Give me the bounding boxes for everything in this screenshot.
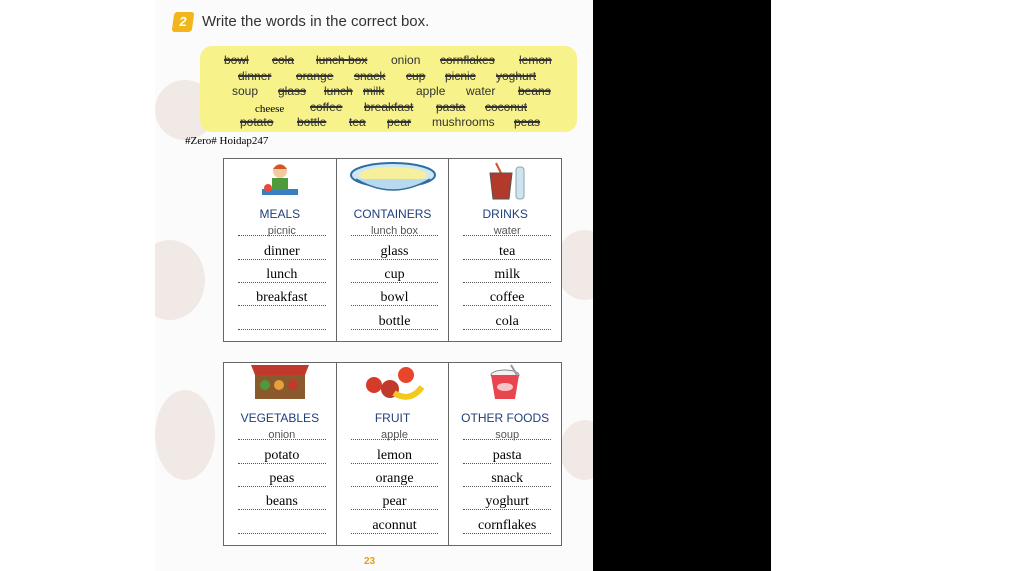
category-table-top: [223, 158, 562, 342]
example-line: [351, 223, 439, 236]
left-margin: [0, 0, 155, 571]
word-item: cornflakes: [440, 53, 495, 67]
word-item: apple: [416, 84, 446, 98]
right-margin: [771, 0, 1024, 571]
answer-text: cup: [384, 267, 405, 282]
word-item: peas: [514, 115, 541, 129]
boy-eating-icon: [258, 161, 302, 201]
example-line: [238, 223, 326, 236]
answer-text: glass: [380, 244, 409, 259]
word-item: coconut: [485, 100, 528, 114]
example-word: lunch box: [370, 225, 419, 237]
category-column-vegetables: [224, 363, 337, 545]
answer-text: peas: [269, 471, 295, 486]
background-bowl-shape: [155, 240, 205, 320]
word-item: pear: [387, 115, 412, 129]
answer-line: [351, 471, 439, 487]
category-title: MEALS: [259, 207, 301, 221]
word-item: breakfast: [364, 100, 414, 114]
answer-line: [463, 471, 551, 487]
answer-text: aconnut: [372, 518, 417, 533]
word-item: lunch: [324, 84, 353, 98]
word-item: orange: [296, 69, 334, 83]
word-item: mushrooms: [432, 115, 495, 129]
answer-line: [238, 317, 326, 330]
answer-text: milk: [494, 267, 521, 282]
answer-line: [351, 518, 439, 534]
answer-line: [351, 314, 439, 330]
answer-line: [351, 267, 439, 283]
category-column-meals: [224, 159, 337, 341]
word-item: coffee: [310, 100, 343, 114]
answer-line: [463, 314, 551, 330]
example-word: picnic: [267, 225, 296, 237]
answer-text: snack: [491, 471, 524, 486]
example-line: [463, 427, 551, 440]
handwritten-note: cheese: [255, 103, 285, 115]
answer-text: lunch: [266, 267, 298, 282]
watermark: #Zero# Hoidap247: [185, 135, 269, 147]
answer-text: coffee: [489, 290, 525, 305]
category-column-fruit: [337, 363, 450, 545]
answer-text: pear: [382, 494, 407, 509]
answer-text: orange: [375, 471, 414, 486]
answer-text: beans: [265, 494, 298, 509]
word-item: onion: [391, 53, 421, 67]
word-item: potato: [240, 115, 274, 129]
answer-text: pasta: [492, 448, 522, 463]
word-item: milk: [363, 84, 385, 98]
category-title: CONTAINERS: [353, 207, 432, 221]
word-item: lemon: [519, 53, 552, 67]
answer-text: cola: [495, 314, 519, 329]
answer-line: [238, 471, 326, 487]
word-item: cola: [272, 53, 295, 67]
exercise-number-badge: 2: [172, 12, 195, 32]
example-word: onion: [268, 429, 296, 441]
example-line: [351, 427, 439, 440]
category-column-containers: [337, 159, 450, 341]
word-item: glass: [278, 84, 307, 98]
word-item: bowl: [224, 53, 249, 67]
answer-text: bowl: [380, 290, 409, 305]
word-item: water: [466, 84, 496, 98]
example-word: apple: [381, 429, 408, 441]
fruit-icon: [360, 363, 426, 405]
exercise-instruction: Write the words in the correct box.: [202, 13, 430, 30]
drink-glass-icon: [482, 161, 528, 201]
answer-line: [463, 244, 551, 260]
example-line: [238, 427, 326, 440]
category-column-other-foods: [449, 363, 561, 545]
word-item: bottle: [297, 115, 327, 129]
word-item: lunch box: [316, 53, 368, 67]
answer-text: breakfast: [256, 290, 308, 305]
answer-line: [238, 448, 326, 464]
yoghurt-pot-icon: [485, 363, 525, 405]
word-item: yoghurt: [496, 69, 537, 83]
example-word: water: [493, 225, 521, 237]
word-item: beans: [518, 84, 551, 98]
page-number: 23: [364, 556, 376, 567]
category-title: VEGETABLES: [240, 411, 320, 425]
word-item: picnic: [445, 69, 476, 83]
word-box: [200, 46, 577, 132]
answer-text: potato: [264, 448, 300, 463]
answer-line: [238, 494, 326, 510]
answer-text: yoghurt: [485, 494, 529, 509]
background-bowl-shape: [560, 420, 593, 480]
word-item: cup: [406, 69, 426, 83]
answer-text: cornflakes: [478, 518, 537, 533]
answer-text: dinner: [263, 244, 300, 259]
answer-text: bottle: [378, 314, 411, 329]
answer-line: [463, 494, 551, 510]
answer-text: tea: [499, 244, 516, 259]
background-bowl-shape: [155, 390, 215, 480]
category-title: OTHER FOODS: [461, 411, 550, 425]
answer-line: [351, 448, 439, 464]
answer-line: [351, 290, 439, 306]
bowl-icon: [348, 161, 438, 197]
word-item: soup: [232, 84, 259, 98]
answer-line: [463, 448, 551, 464]
answer-line: [463, 518, 551, 534]
example-line: [463, 223, 551, 236]
answer-line: [238, 290, 326, 306]
workbook-page: [155, 0, 593, 571]
word-item: snack: [354, 69, 386, 83]
answer-line: [351, 494, 439, 510]
category-table-bottom: [223, 362, 562, 546]
answer-line: [463, 290, 551, 306]
answer-line: [351, 244, 439, 260]
word-item: pasta: [436, 100, 466, 114]
answer-text: lemon: [377, 448, 412, 463]
answer-line: [238, 244, 326, 260]
category-column-drinks: [449, 159, 561, 341]
word-item: tea: [349, 115, 366, 129]
category-title: FRUIT: [374, 411, 411, 425]
answer-line: [238, 267, 326, 283]
word-item: dinner: [238, 69, 272, 83]
answer-line: [463, 267, 551, 283]
category-title: DRINKS: [482, 207, 528, 221]
answer-line: [238, 521, 326, 534]
vegetable-stall-icon: [247, 363, 313, 405]
example-word: soup: [495, 429, 520, 441]
